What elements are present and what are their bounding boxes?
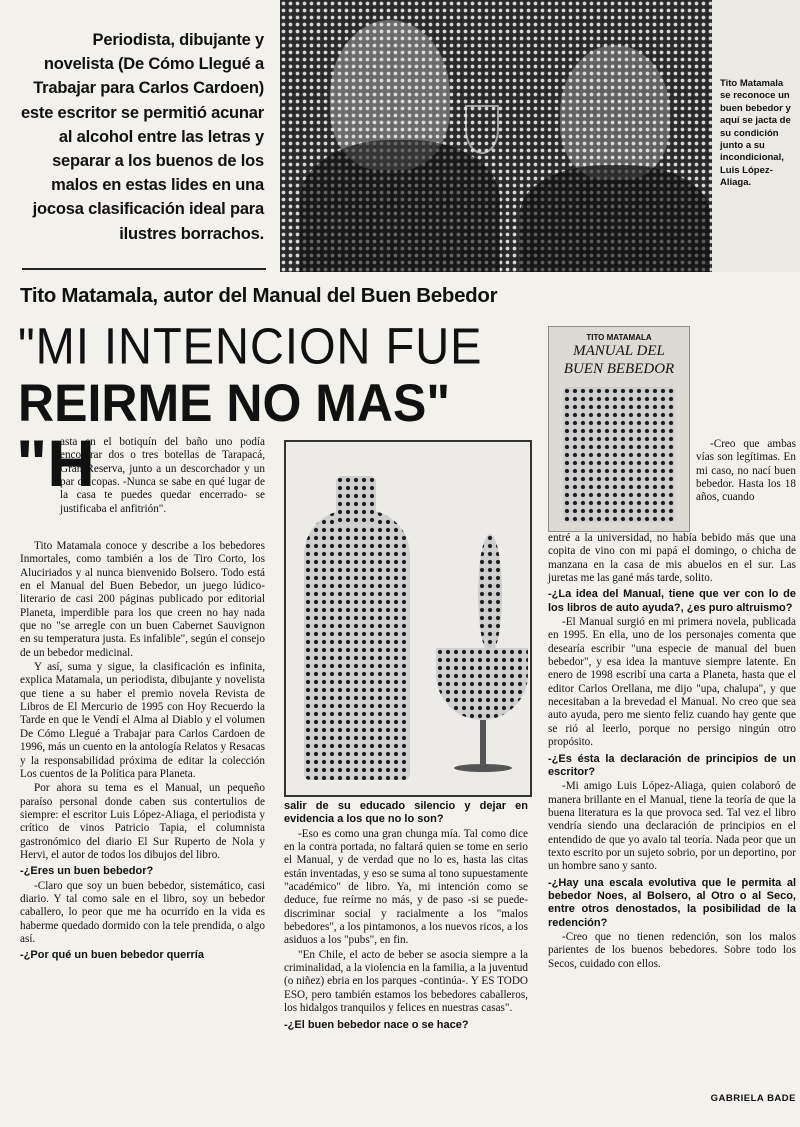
photo-caption: Tito Matamala se reconoce un buen bebedor y aquí se jacta de su condición junto a su incondicional, Luis López-Aliaga. — [720, 78, 791, 189]
person-left-body — [300, 140, 500, 272]
book-author: TITO MATAMALA — [586, 333, 652, 342]
col1-para-3: Y así, suma y sigue, la clasificación es infinita, explica Matamala, un periodista, dibujante y novelista que tiene a su haber el premio novela Revista de Libros de El Mercurio de 1995 con Hoy Recuerdo la Tarde en que le Vendí el Alma al Diablo y el volumen De Cómo Llegué a Trabajar para Carlos Cardoen de 1996, más un cuento en la antología Relatos y Resacas y la responsabilidad próxima de editar la colección Los cuentos de la Política para Planeta. — [20, 661, 265, 780]
kicker: Tito Matamala, autor del Manual del Buen Bebedor — [20, 284, 498, 307]
col3-question-1: -¿La idea del Manual, tiene que ver con lo de los libros de auto ayuda?, ¿es puro altruismo? — [548, 588, 796, 614]
person-right-silhouette — [560, 45, 670, 180]
col3-answer-1: -El Manual surgió en mi primera novela, publicada en 1995. En ella, uno de los personajes comenta que desearía escribir "una especie de manual del buen bebedor", y esa idea la mantuve siempre latente. En enero de 1998 escribí una carta a Planeta, hasta que el editor Carlos Orellana, me dijo "upa, chalupa", y que necesitaban a la brevedad el Manual. No creo que sea auto ayuda, pero me siento feliz cuando hay gente que se rió al leerlo, porque no persigo ningún otro propósito. — [548, 616, 796, 749]
dropcap: "H — [16, 426, 95, 500]
person-right-body — [520, 165, 710, 272]
headline-line-1: "MI INTENCION FUE — [18, 316, 483, 375]
wine-glass-raised — [465, 105, 499, 154]
glass-base-icon — [454, 764, 512, 772]
glass-stem-icon — [480, 720, 486, 764]
col3-question-3: -¿Hay una escala evolutiva que le permita al bebedor Noes, al Bolsero, al Otro o al Seco, entre otros denostados, la posibilidad de la redención? — [548, 876, 796, 929]
column-1 — [20, 540, 265, 964]
book-cover — [548, 326, 690, 532]
col3-answer-2: -Mi amigo Luis López-Aliaga, quien colaboró de manera brillante en el Manual, tiene la teoría de que la buena literatura es la que provoca sed. Tal vez el libro vendría siendo una declaración de principios en el entendido de que yo avalo tal teoría. Nada peor que un texto escrito por un sujeto sobrio, por un deportino, por un hombre sano y santo. — [548, 780, 796, 873]
col3-answer-0-a: -Creo que ambas vías son legítimas. En mi caso, no nací buen bebedor. Hasta los 18 años, cuando — [696, 438, 796, 504]
intro-underline — [22, 268, 266, 270]
col2-question-1: salir de su educado silencio y dejar en evidencia a los que no lo son? — [284, 800, 528, 826]
col3-answer-3: -Creo que no tienen redención, son los malos parientes de los buenos bebedores. Sobre todo los Secos, cuidado con ellos. — [548, 930, 796, 970]
pouring-drop-icon — [478, 534, 502, 654]
bottle-icon — [304, 510, 410, 780]
book-illustration — [563, 387, 675, 522]
col3-answer-0-b: entré a la universidad, no había bebido más que una copita de vino con mi papá el domingo, o chicha de manzana en la casa de mis abuelos en el sur. Las juretas me las gané más tarde, solito. — [548, 532, 796, 585]
book-title-line-2: BUEN BEBEDOR — [563, 361, 675, 377]
bottle-illustration — [284, 440, 532, 797]
col1-para-4: Por ahora su tema es el Manual, un pequeño paraíso personal donde caben sus contertulios de siempre: el escritor Luis López-Aliaga, el periodista y crítico de vinos Patricio Tapia, el columnista gastronómico del diario El Sur Ruperto de Nola y Hervi, el autor de todos los dibujos del libro. — [20, 782, 265, 861]
author-photo — [280, 0, 712, 272]
column-1-lead — [60, 436, 265, 517]
column-2 — [284, 800, 528, 1033]
col2-question-2: -¿El buen bebedor nace o se hace? — [284, 1018, 469, 1031]
col2-answer-1: -Eso es como una gran chunga mía. Tal como dice en la contra portada, no faltará quien se tome en serio el Manual, y de verdad que no lo es, hasta las citas están inventadas, y eso se suma al tono supuestamente "académico" de libro. Ya, mi intención como se deduce, fue reírme no más, y de paso -si se puede- discriminar social y racialmente a los "malos bebedores", a los pintamonos, a los nuevos ricos, a los asiduos a los "pubs", en fin. — [284, 827, 528, 947]
col1-question-1: -¿Eres un buen bebedor? — [20, 865, 154, 878]
byline: GABRIELA BADE — [710, 1093, 796, 1104]
column-3 — [548, 532, 796, 972]
book-title-line-1: MANUAL DEL — [573, 343, 665, 359]
headline-line-2: REIRME NO MAS" — [18, 374, 451, 433]
col3-question-2: -¿Es ésta la declaración de principios de un escritor? — [548, 752, 796, 778]
column-3-lead — [696, 438, 796, 506]
col2-answer-2: "En Chile, el acto de beber se asocia siempre a la criminalidad, a la violencia en la familia, a la juventud (o niñez) ebria en los parques -continúa-. Y ES TODO ESO, pero también estamos los bebedores caballeros, los hidalgos tranquilos y felices en nuestras casas". — [284, 948, 528, 1015]
col1-para-1-a: asta en el botiquín del baño uno podía encontrar dos o tres botellas de Tarapacá, Gran Reserva, junto a un descorchador y un par de copas. -Nunca se sabe en qué lugar de la casa te puedes quedar encerrado- se justificaba el anfitrión". — [60, 436, 265, 515]
col1-question-2: -¿Por qué un buen bebedor querría — [20, 949, 204, 962]
intro-paragraph: Periodista, dibujante y novelista (De Cómo Llegué a Trabajar para Carlos Cardoen) este escritor se permitió acunar al alcohol entre las letras y separar a los buenos de los malos en estas lides en una jocosa clasificación ideal para ilustres borrachos. — [20, 31, 264, 243]
wine-glass-icon — [436, 648, 528, 720]
bottle-neck-icon — [336, 476, 376, 526]
col1-answer-1: -Claro que soy un buen bebedor, sistemático, casi diario. Y tal como sale en el libro, soy un bebedor caballero, lo peor que me ha ocurrido en la vida es haberme quedado dormido con la tele prendida, o algo así. — [20, 879, 265, 945]
col1-para-2: Tito Matamala conoce y describe a los bebedores Inmortales, como también a los de Tiro Corto, los Aluciriados y al nunca bienvenido Bolsero. Todo está en el Manual del Buen Bebedor, un juego lúdico-literario de casi 200 páginas publicado por editorial Planeta, imperdible para los que creen no hay nada que no "se arregle con un buen Cabernet Sauvignon en su temperatura justa. Es infalible", según el consejo de un bebedor medicinal. — [20, 540, 265, 659]
